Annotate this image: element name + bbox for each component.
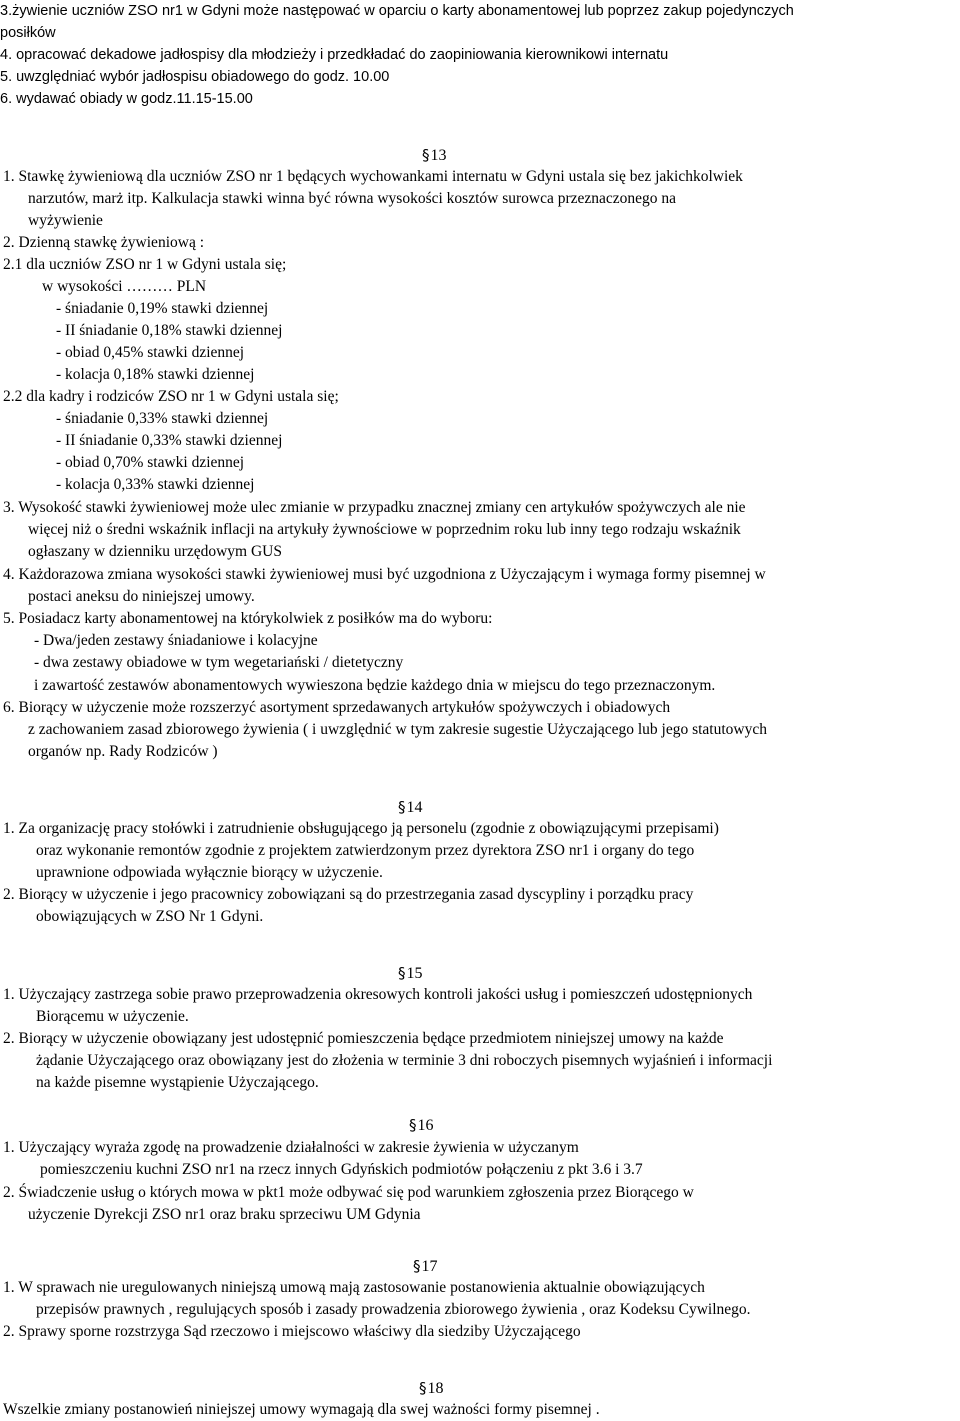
doc-line: postaci aneksu do niniejszej umowy. (28, 588, 255, 605)
doc-line: posiłków (0, 25, 56, 41)
doc-line: 1. Użyczający zastrzega sobie prawo przeprowadzenia okresowych kontroli jakości usług i pomieszczeń udostępnionych (3, 986, 753, 1003)
doc-line: - dwa zestawy obiadowe w tym wegetariański / dietetyczny (34, 654, 404, 671)
doc-line: 1. Za organizację pracy stołówki i zatrudnienie obsługującego ją personelu (zgodnie z obowiązującymi przepisami) (3, 820, 719, 837)
doc-line: narzutów, marż itp. Kalkulacja stawki winna być równa wysokości kosztów surowca przeznaczonego na (28, 190, 677, 207)
doc-line: uprawnione odpowiada wyłącznie biorący w użyczenie. (36, 864, 383, 881)
section-number: 14 (406, 799, 423, 816)
doc-line: 2.2 dla kadry i rodziców ZSO nr 1 w Gdyni ustala się; (3, 388, 339, 405)
doc-line: - II śniadanie 0,18% stawki dziennej (56, 322, 283, 339)
section-heading-14 (398, 797, 423, 818)
doc-line: 4. opracować dekadowe jadłospisy dla młodzieży i przedkładać do zaopiniowania kierownikowi internatu (0, 47, 669, 63)
doc-line: oraz wykonanie remontów zgodnie z projektem zatwierdzonym przez dyrektora ZSO nr1 i organy do tego (36, 842, 695, 859)
doc-line: przepisów prawnych , regulujących sposób i zasady prowadzenia zbiorowego żywienia , oraz Kodeksu Cywilnego. (36, 1301, 751, 1318)
doc-line: Wszelkie zmiany postanowień niniejszej umowy wymagają dla swej ważności formy pisemnej . (3, 1401, 600, 1418)
doc-line: pomieszczeniu kuchni ZSO nr1 na rzecz innych Gdyńskich podmiotów połączeniu z pkt 3.6 i 3.7 (40, 1161, 643, 1178)
section-number: 17 (421, 1258, 438, 1275)
doc-line: 1. Stawkę żywieniową dla uczniów ZSO nr 1 będących wychowankami internatu w Gdyni ustala się bez jakichkolwiek (3, 168, 743, 185)
doc-line: 4. Każdorazowa zmiana wysokości stawki żywieniowej musi być uzgodniona z Użyczającym i wymaga formy pisemnej w (3, 566, 766, 583)
doc-line: 2.1 dla uczniów ZSO nr 1 w Gdyni ustala się; (3, 256, 287, 273)
doc-line: - śniadanie 0,33% stawki dziennej (56, 410, 269, 427)
paragraph-symbol: § (419, 1379, 427, 1397)
doc-line: 2. Świadczenie usług o których mowa w pkt1 może odbywać się pod warunkiem zgłoszenia przez Biorącego w (3, 1184, 694, 1201)
section-heading-17 (413, 1256, 438, 1277)
doc-line: 6. Biorący w użyczenie może rozszerzyć asortyment sprzedawanych artykułów spożywczych i obiadowych (3, 699, 671, 716)
doc-line: wyżywienie (28, 212, 103, 229)
doc-line: - kolacja 0,33% stawki dziennej (56, 476, 255, 493)
paragraph-symbol: § (398, 798, 406, 816)
doc-line: ogłaszany w dzienniku urzędowym GUS (28, 543, 282, 560)
paragraph-symbol: § (398, 964, 406, 982)
section-number: 16 (417, 1117, 434, 1134)
doc-line: Biorącemu w użyczenie. (36, 1008, 189, 1025)
paragraph-symbol: § (413, 1257, 421, 1275)
doc-line: użyczenie Dyrekcji ZSO nr1 oraz braku sprzeciwu UM Gdynia (28, 1206, 421, 1223)
doc-line: 5. uwzględniać wybór jadłospisu obiadowego do godz. 10.00 (0, 69, 390, 85)
doc-line: więcej niż o średni wskaźnik inflacji na artykuły żywnościowe w poprzednim roku lub inny tego rodzaju wskaźnik (28, 521, 741, 538)
doc-line: 3. Wysokość stawki żywieniowej może ulec zmianie w przypadku znacznej zmiany cen artykułów spożywczych ale nie (3, 499, 746, 516)
doc-line: 6. wydawać obiady w godz.11.15-15.00 (0, 91, 253, 107)
doc-line: 2. Dzienną stawkę żywieniową : (3, 234, 205, 251)
doc-line: z zachowaniem zasad zbiorowego żywienia ( i uwzględnić w tym zakresie sugestie Użyczającego lub jego statutowych (28, 721, 767, 738)
doc-line: w wysokości ……… PLN (42, 278, 207, 295)
doc-line: - Dwa/jeden zestawy śniadaniowe i kolacyjne (34, 632, 318, 649)
paragraph-symbol: § (409, 1116, 417, 1134)
doc-line: 1. W sprawach nie uregulowanych niniejszą umową mają zastosowanie postanowienia aktualnie obowiązujących (3, 1279, 705, 1296)
doc-line: organów np. Rady Rodziców ) (28, 743, 218, 760)
section-heading-18 (419, 1378, 444, 1399)
doc-line: i zawartość zestawów abonamentowych wywieszona będzie każdego dnia w miejscu do tego przeznaczonym. (34, 677, 716, 694)
doc-line: 2. Biorący w użyczenie i jego pracownicy zobowiązani są do przestrzegania zasad dyscypliny i porządku pracy (3, 886, 694, 903)
section-number: 18 (427, 1380, 444, 1397)
doc-line: - obiad 0,45% stawki dziennej (56, 344, 245, 361)
doc-line: 2. Sprawy sporne rozstrzyga Sąd rzeczowo i miejscowo właściwy dla siedziby Użyczającego (3, 1323, 581, 1340)
doc-line: - obiad 0,70% stawki dziennej (56, 454, 245, 471)
section-number: 13 (430, 147, 447, 164)
doc-line: - śniadanie 0,19% stawki dziennej (56, 300, 269, 317)
doc-line: obowiązujących w ZSO Nr 1 Gdyni. (36, 908, 264, 925)
doc-line: 5. Posiadacz karty abonamentowej na którykolwiek z posiłków ma do wyboru: (3, 610, 493, 627)
doc-line: - kolacja 0,18% stawki dziennej (56, 366, 255, 383)
section-heading-13 (422, 145, 447, 166)
section-heading-16 (409, 1115, 434, 1136)
doc-line: 2. Biorący w użyczenie obowiązany jest udostępnić pomieszczenia będące przedmiotem niniejszej umowy na każde (3, 1030, 724, 1047)
doc-line: 3.żywienie uczniów ZSO nr1 w Gdyni może następować w oparciu o karty abonamentowej lub poprzez zakup pojedynczych (0, 3, 794, 19)
doc-line: na każde pisemne wystąpienie Użyczającego. (36, 1074, 319, 1091)
doc-line: żądanie Użyczającego oraz obowiązany jest do złożenia w terminie 3 dni roboczych pisemnych wyjaśnień i informacji (36, 1052, 773, 1069)
paragraph-symbol: § (422, 146, 430, 164)
doc-line: 1. Użyczający wyraża zgodę na prowadzenie działalności w zakresie żywienia w użyczanym (3, 1139, 579, 1156)
section-heading-15 (398, 963, 423, 984)
doc-line: - II śniadanie 0,33% stawki dziennej (56, 432, 283, 449)
section-number: 15 (406, 965, 423, 982)
